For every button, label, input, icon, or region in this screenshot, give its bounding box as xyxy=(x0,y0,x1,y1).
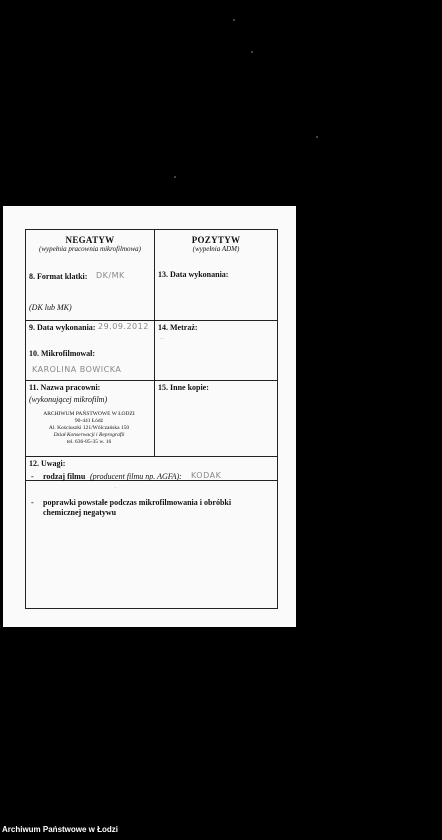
pencil-mark: – xyxy=(160,334,164,342)
film-type-label: rodzaj filmu xyxy=(43,472,86,481)
field12-cell xyxy=(26,457,277,608)
dust-speck xyxy=(174,176,176,178)
corrections-line-1: poprawki powstałe podczas mikrofilmowania i obróbki xyxy=(43,498,232,507)
field10-label: 10. Mikrofilmował: xyxy=(29,349,96,358)
field10-value: KAROLINA BOWICKA xyxy=(32,365,122,374)
stamp-line-5: tel. 636-85-35 w. 16 xyxy=(66,439,112,445)
dust-speck xyxy=(316,136,318,138)
dust-speck xyxy=(251,51,253,53)
field15-cell xyxy=(155,381,277,456)
stamp-line-3: Al. Kościuszki 121/Wólczańska 150 xyxy=(48,425,130,431)
pencil-dot: · xyxy=(114,484,117,492)
field11-note: (wykonującej mikrofilm) xyxy=(29,395,108,404)
stamp-line-1: ARCHIWUM PAŃSTWOWE W ŁODZI xyxy=(43,411,135,417)
archive-watermark: Archiwum Państwowe w Łodzi xyxy=(2,825,119,834)
field9-label: 9. Data wykonania: xyxy=(29,323,96,332)
field11-cell xyxy=(26,381,154,456)
microfilm-record-card xyxy=(3,206,296,627)
corrections-line-2: chemicznej negatywu xyxy=(43,508,117,517)
pozytyw-subtitle: (wypełnia ADM) xyxy=(192,245,240,253)
field13-label: 13. Data wykonania: xyxy=(158,270,229,279)
film-type-note: (producent filmu np. AGFA): xyxy=(90,472,182,481)
negatyw-title: NEGATYW xyxy=(65,235,115,245)
bullet-2: - xyxy=(31,498,34,507)
dust-speck xyxy=(233,19,235,21)
bullet-1: - xyxy=(31,472,34,481)
field14-cell xyxy=(155,321,277,380)
pozytyw-title: POZYTYW xyxy=(191,235,241,245)
stamp-line-4: Dział Konserwacji i Reprografii xyxy=(53,432,125,438)
field14-label: 14. Metraż: xyxy=(158,323,198,332)
field12-label: 12. Uwagi: xyxy=(29,459,66,468)
field8-note: (DK lub MK) xyxy=(29,303,72,312)
film-type-value: KODAK xyxy=(191,471,222,480)
field15-label: 15. Inne kopie: xyxy=(158,383,209,392)
field8-value: DK/MK xyxy=(96,271,125,280)
negatyw-subtitle: (wypełnia pracownia mikrofilmowa) xyxy=(38,245,141,253)
field9-10-cell xyxy=(26,321,154,380)
field9-value: 29.09.2012 xyxy=(98,322,149,331)
record-form-table xyxy=(25,229,278,609)
stamp-line-2: 90-441 Łódź xyxy=(74,418,104,424)
field8-label: 8. Format klatki: xyxy=(29,272,88,281)
pozytyw-cell xyxy=(155,230,277,320)
archive-stamp xyxy=(34,411,144,446)
field11-label: 11. Nazwa pracowni: xyxy=(29,383,101,392)
negatyw-cell xyxy=(26,230,154,320)
